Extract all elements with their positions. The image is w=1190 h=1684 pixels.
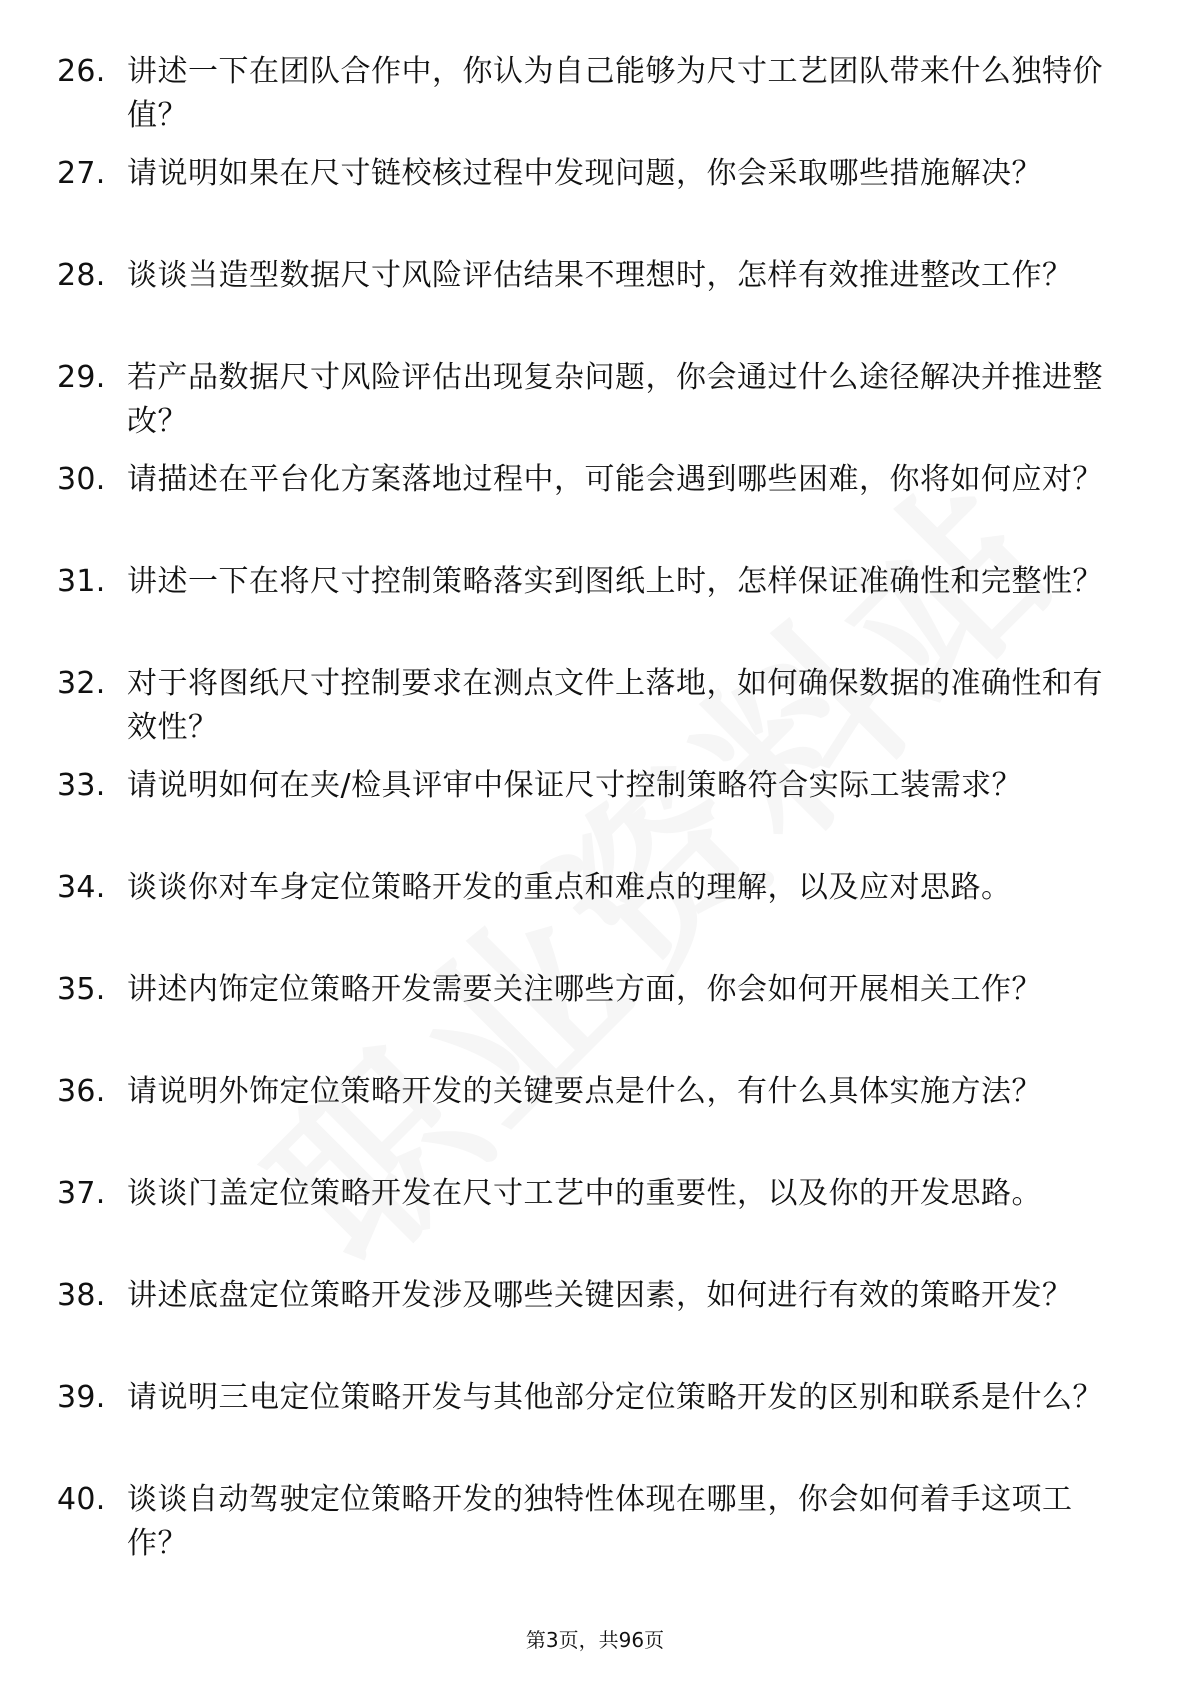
question-number: 26. [57,54,106,89]
question-text: 请说明外饰定位策略开发的关键要点是什么，有什么具体实施方法？ [127,1074,1042,1109]
question-number: 36. [57,1074,106,1109]
question-text: 若产品数据尺寸风险评估出现复杂问题，你会通过什么途径解决并推进整改？ [127,360,1103,439]
question-number: 39. [57,1380,106,1415]
question-item [57,866,1107,968]
question-item [57,662,1107,764]
question-number: 35. [57,972,106,1007]
question-text: 请说明如何在夹/检具评审中保证尺寸控制策略符合实际工装需求？ [127,768,1023,803]
question-text: 请描述在平台化方案落地过程中，可能会遇到哪些困难，你将如何应对？ [127,462,1103,497]
question-text: 讲述一下在团队合作中，你认为自己能够为尺寸工艺团队带来什么独特价值？ [127,54,1103,133]
question-item [57,764,1107,866]
question-text: 讲述内饰定位策略开发需要关注哪些方面，你会如何开展相关工作？ [127,972,1042,1007]
question-list [57,50,1107,1580]
question-item [57,1478,1107,1580]
question-text: 请说明三电定位策略开发与其他部分定位策略开发的区别和联系是什么？ [127,1380,1103,1415]
question-number: 28. [57,258,106,293]
question-number: 31. [57,564,106,599]
question-text: 请说明如果在尺寸链校核过程中发现问题，你会采取哪些措施解决？ [127,156,1042,191]
question-item [57,50,1107,152]
question-text: 谈谈门盖定位策略开发在尺寸工艺中的重要性，以及你的开发思路。 [127,1176,1042,1211]
question-item [57,254,1107,356]
question-text: 谈谈自动驾驶定位策略开发的独特性体现在哪里，你会如何着手这项工作？ [127,1482,1073,1561]
question-number: 29. [57,360,106,395]
question-item [57,968,1107,1070]
page-footer: 第3页，共96页 [525,1628,665,1652]
question-item [57,1274,1107,1376]
question-item [57,152,1107,254]
question-item [57,1172,1107,1274]
question-number: 37. [57,1176,106,1211]
question-item [57,560,1107,662]
question-text: 讲述底盘定位策略开发涉及哪些关键因素，如何进行有效的策略开发？ [127,1278,1073,1313]
question-item [57,356,1107,458]
question-number: 40. [57,1482,106,1517]
question-text: 讲述一下在将尺寸控制策略落实到图纸上时，怎样保证准确性和完整性？ [127,564,1103,599]
question-item [57,1376,1107,1478]
question-number: 34. [57,870,106,905]
question-number: 27. [57,156,106,191]
question-text: 谈谈当造型数据尺寸风险评估结果不理想时，怎样有效推进整改工作？ [127,258,1073,293]
question-number: 30. [57,462,106,497]
question-item [57,1070,1107,1172]
question-text: 对于将图纸尺寸控制要求在测点文件上落地，如何确保数据的准确性和有效性？ [127,666,1103,745]
question-number: 32. [57,666,106,701]
question-number: 33. [57,768,106,803]
question-number: 38. [57,1278,106,1313]
question-item [57,458,1107,560]
question-text: 谈谈你对车身定位策略开发的重点和难点的理解，以及应对思路。 [127,870,1012,905]
